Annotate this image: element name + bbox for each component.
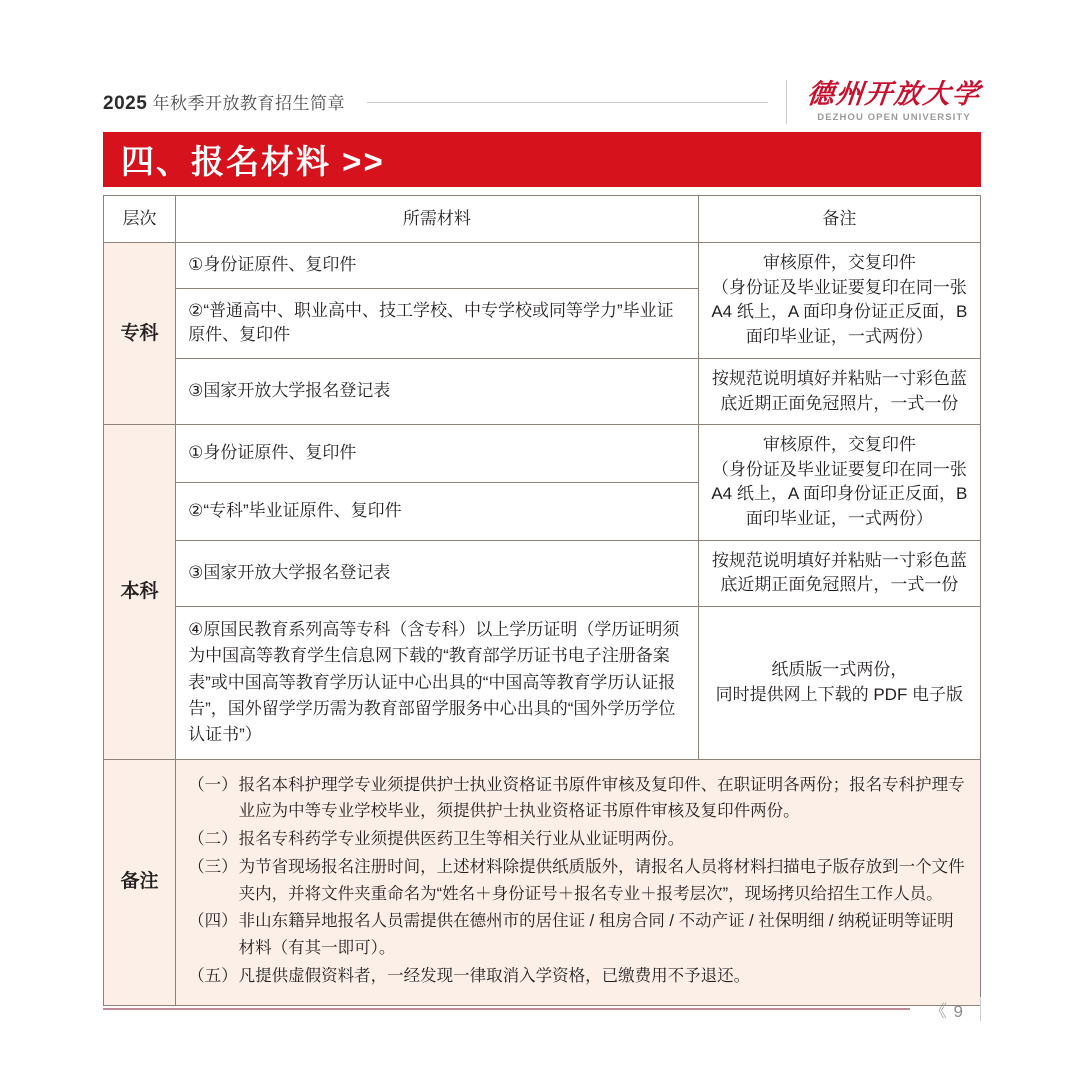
university-logo [786, 80, 981, 124]
table-row [104, 425, 981, 483]
note-item [188, 908, 966, 961]
material-cell: ④原国民教育系列高等专科（含专科）以上学历证明（学历证明须为中国高等教育学生信息网下载的“教育部学历证书电子注册备案表”或中国高等教育学历认证中心出具的“中国高等教育学历认证报告”，国外留学学历需为教育部留学服务中心出具的“国外学历学位认证书”） [176, 607, 699, 760]
note-marker: （四） [188, 912, 238, 931]
level-cell: 本科 [104, 425, 176, 760]
materials-table [103, 195, 981, 1006]
page-header [103, 78, 981, 126]
page-footer [103, 996, 981, 1022]
note-text: 凡提供虚假资料者，一经发现一律取消入学资格，已缴费用不予退还。 [238, 966, 751, 985]
material-cell: ②“专科”毕业证原件、复印件 [176, 482, 699, 540]
note-item [188, 772, 966, 825]
note-marker: （二） [188, 830, 238, 849]
document-title-rest: 年秋季开放教育招生简章 [147, 94, 346, 113]
footer-tick-mark [980, 997, 981, 1021]
remark-cell: 审核原件，交复印件 （身份证及毕业证要复印在同一张 A4 纸上，A 面印身份证正反面，B 面印毕业证，一式两份） [698, 425, 980, 541]
logo-stack [807, 81, 981, 123]
material-cell: ②“普通高中、职业高中、技工学校、中专学校或同等学力”毕业证原件、复印件 [176, 288, 699, 358]
page-number: 《 9 [929, 1001, 964, 1021]
column-header-level: 层次 [104, 196, 176, 243]
note-text: 非山东籍异地报名人员需提供在德州市的居住证 / 租房合同 / 不动产证 / 社保明细 / 纳税证明等证明材料（有其一即可）。 [238, 912, 954, 958]
table-header-row [104, 196, 981, 243]
table-head [104, 196, 981, 243]
note-text: 为节省现场报名注册时间，上述材料除提供纸质版外，请报名人员将材料扫描电子版存放到一个文件夹内，并将文件夹重命名为“姓名＋身份证号＋报名专业＋报考层次”，现场拷贝给招生工作人员。 [238, 857, 965, 903]
table-row [104, 358, 981, 424]
note-marker: （三） [188, 857, 238, 876]
logo-chinese-name: 德州开放大学 [805, 79, 983, 110]
remark-cell: 按规范说明填好并粘贴一寸彩色蓝底近期正面免冠照片，一式一份 [698, 540, 980, 606]
footer-divider-rule [103, 1008, 910, 1010]
notes-row [104, 759, 981, 1005]
table-row [104, 540, 981, 606]
table-row [104, 607, 981, 760]
material-cell: ①身份证原件、复印件 [176, 243, 699, 289]
column-header-materials: 所需材料 [176, 196, 699, 243]
table-row [104, 243, 981, 289]
header-divider-rule [367, 102, 768, 103]
material-cell: ③国家开放大学报名登记表 [176, 358, 699, 424]
level-cell: 专科 [104, 243, 176, 425]
column-header-remark: 备注 [698, 196, 980, 243]
notes-label: 备注 [104, 759, 176, 1005]
note-text: 报名本科护理学专业须提供护士执业资格证书原件审核及复印件、在职证明各两份；报名专科护理专业应为中等专业学校毕业，须提供护士执业资格证书原件审核及复印件两份。 [238, 775, 965, 821]
note-item [188, 854, 966, 907]
notes-list [188, 772, 966, 990]
section-banner-title: 四、报名材料 >> [121, 143, 385, 180]
note-marker: （五） [188, 966, 238, 985]
note-item [188, 963, 966, 990]
note-item [188, 826, 966, 853]
notes-cell [176, 759, 981, 1005]
logo-english-name: DEZHOU OPEN UNIVERSITY [817, 112, 971, 124]
note-marker: （一） [188, 775, 238, 794]
remark-cell: 按规范说明填好并粘贴一寸彩色蓝底近期正面免冠照片，一式一份 [698, 358, 980, 424]
document-title [103, 89, 345, 115]
table-body [104, 243, 981, 1006]
remark-cell: 审核原件，交复印件 （身份证及毕业证要复印在同一张 A4 纸上，A 面印身份证正反面，B 面印毕业证，一式两份） [698, 243, 980, 359]
document-title-year: 2025 [103, 93, 148, 114]
note-text: 报名专科药学专业须提供医药卫生等相关行业从业证明两份。 [238, 830, 685, 849]
material-cell: ③国家开放大学报名登记表 [176, 540, 699, 606]
material-cell: ①身份证原件、复印件 [176, 425, 699, 483]
remark-cell: 纸质版一式两份， 同时提供网上下载的 PDF 电子版 [698, 607, 980, 760]
section-banner [103, 132, 981, 187]
